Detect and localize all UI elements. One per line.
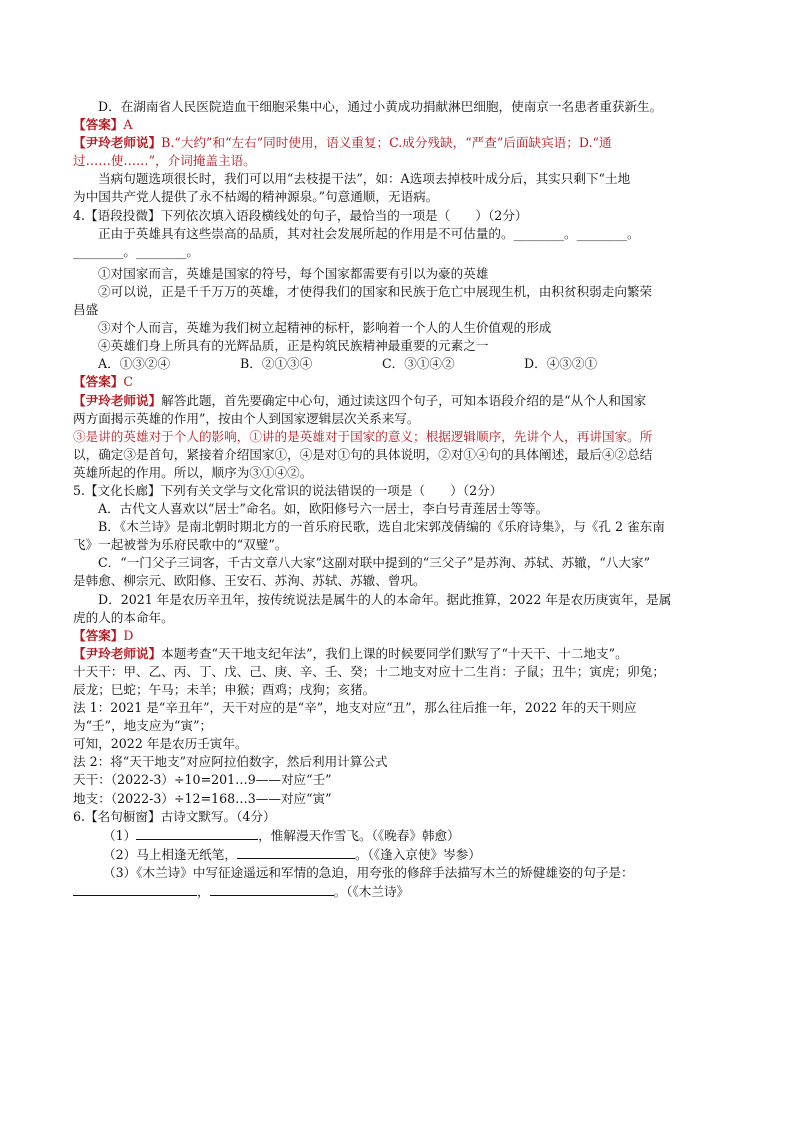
q5-explanation-2: 十天干：甲、乙、丙、丁、戊、己、庚、辛、壬、癸；十二地支对应十二生肖：子鼠；丑牛；寅虎；卯兔； <box>73 663 665 679</box>
q5-option-b1: B．《木兰诗》是南北朝时期北方的一首乐府民歌，选自北宋郭茂倩编的《乐府诗集》，与《孔 2 雀东南 <box>98 519 665 535</box>
answer-label: 【答案】 <box>73 374 124 390</box>
q4-option-c: C．③①④② <box>382 356 455 372</box>
answer-label: 【答案】 <box>73 627 124 643</box>
q6-item-1: （1） ，惟解漫天作雪飞。（《晚春》韩愈） <box>103 827 460 843</box>
answer-blank[interactable] <box>73 882 197 896</box>
q4-sentence-4: ④英雄们身上所具有的光辉品质，正是构筑民族精神最重要的元素之一 <box>98 338 489 354</box>
q4-sentence-1: ①对国家而言，英雄是国家的符号，每个国家都需要有引以为豪的英雄 <box>98 265 489 281</box>
q6-title: 6.【名句橱窗】古诗文默写。（4分） <box>73 808 276 824</box>
q5-explanation-1: 【尹玲老师说】本题考查“天干地支纪年法”，我们上课的时候要同学们默写了“十天干、十二地支”。 <box>73 645 628 661</box>
q4-sentence-2a: ②可以说，正是千千万万的英雄，才使得我们的国家和民族于危亡中展现生机，由积贫积弱走向繁荣 <box>98 283 653 299</box>
q5-title: 5.【文化长廊】下列有关文学与文化常识的说法错误的一项是（ ）（2分） <box>73 482 503 498</box>
q5-explanation-4: 法 1：2021 是“辛丑年”，天干对应的是“辛”，地支对应“丑”，那么往后推一年，2022 年的天干则应 <box>73 700 637 716</box>
q4-title: 4.【语段投微】下列依次填入语段横线处的句子，最恰当的一项是（ ）（2分） <box>73 207 528 223</box>
q4-explanation-1: 【尹玲老师说】解答此题，首先要确定中心句，通过读这四个句子，可知本语段介绍的是“从个人和国家 <box>73 392 647 408</box>
q4-explanation-3: ③是讲的英雄对于个人的影响，①讲的是英雄对于国家的意义；根据逻辑顺序，先讲个人，再讲国家。所 <box>73 428 653 444</box>
teacher-label: 【尹玲老师说】 <box>73 392 162 408</box>
answer-blank[interactable] <box>210 882 334 896</box>
exam-page <box>73 98 723 901</box>
q4-passage-2: ________。________。 <box>73 243 199 259</box>
q5-option-d1: D．2021 年是农历辛丑年，按传统说法是属牛的人的本命年。据此推算，2022 年是农历庚寅年，是属 <box>98 591 672 607</box>
q5-explanation-6: 可知，2022 年是农历壬寅年。 <box>73 736 248 752</box>
teacher-label: 【尹玲老师说】 <box>73 135 162 151</box>
answer-value: C <box>123 374 134 390</box>
q5-option-c1: C．“一门父子三词客，千古文章八大家”这副对联中提到的“三父子”是苏洵、苏轼、苏辙，“八大家” <box>98 555 651 571</box>
q5-answer <box>73 627 723 645</box>
q4-passage-1: 正由于英雄具有这些崇高的品质，其对社会发展所起的作用是不可估量的。________。________。 <box>98 225 640 241</box>
q4-sentence-2b: 昌盛 <box>73 302 99 318</box>
q6-item-3-blanks: ， 。（《木兰诗》 <box>73 882 723 901</box>
q4-option-d: D．④③②① <box>524 356 598 372</box>
q5-option-d2: 虎的人的本命年。 <box>73 609 174 625</box>
q4-options <box>73 355 723 373</box>
answer-blank[interactable] <box>237 845 355 859</box>
teacher-label: 【尹玲老师说】 <box>73 645 162 661</box>
q4-explanation-4: 以，确定③是首句，紧接着介绍国家①，④是对①句的具体说明，②对①④句的具体阐述，最后④②总结 <box>73 446 653 462</box>
q3-option-d: D．在湖南省人民医院造血干细胞采集中心，通过小黄成功捐献淋巴细胞，使南京一名患者重获新生。 <box>98 99 663 114</box>
q6-item-2: （2）马上相逢无纸笔， 。（《逢入京使》岑参） <box>103 846 481 862</box>
q3-explanation-1: 【尹玲老师说】B.“大约”和“左右”同时使用，语义重复；C.成分残缺，“严查”后面缺宾语；D.“通 <box>73 135 612 151</box>
q5-explanation-3: 辰龙；巳蛇；午马；未羊；申猴；酉鸡；戌狗；亥猪。 <box>73 682 376 697</box>
answer-blank[interactable] <box>136 826 258 840</box>
q5-explanation-7: 法 2：将“天干地支”对应阿拉伯数字，然后利用计算公式 <box>73 754 388 770</box>
q3-tip-1: 当病句题选项很长时，我们可以用“去枝提干法”，如：A选项去掉枝叶成分后，其实只剩下“土地 <box>98 171 631 187</box>
q4-option-a: A．①③②④ <box>98 356 171 372</box>
q3-explanation-2: 过……使……”，介词掩盖主语。 <box>73 153 256 169</box>
answer-value: A <box>123 117 133 133</box>
q4-option-b: B．②①③④ <box>240 356 313 372</box>
q6-item-3: （3）《木兰诗》中写征途遥远和军情的急迫，用夸张的修辞手法描写木兰的矫健雄姿的句子是： <box>103 864 634 880</box>
answer-label: 【答案】 <box>73 117 124 133</box>
answer-value: D <box>123 627 134 643</box>
q4-explanation-2: 两方面揭示英雄的作用”，按由个人到国家逻辑层次关系来写。 <box>73 410 420 426</box>
q3-answer <box>73 116 723 134</box>
q5-option-a: A．古代文人喜欢以“居士”命名。如，欧阳修号六一居士，李白号青莲居士等等。 <box>98 501 549 517</box>
q4-explanation-5: 英雄所起的作用。所以，顺序为③①④②。 <box>73 464 313 480</box>
q3-tip-2: 为中国共产党人提供了永不枯竭的精神源泉。”句意通顺，无语病。 <box>73 189 439 205</box>
q5-explanation-8: 天干：（2022-3）÷10=201…9——对应“壬” <box>73 772 332 788</box>
q5-explanation-9: 地支：（2022-3）÷12=168…3——对应“寅” <box>73 790 332 806</box>
q4-answer <box>73 373 723 391</box>
q5-option-c2: 是韩愈、柳宗元、欧阳修、王安石、苏洵、苏轼、苏辙、曾巩。 <box>73 573 426 589</box>
q5-explanation-5: 为“壬”，地支应为“寅”； <box>73 718 213 734</box>
q5-option-b2: 飞》一起被誉为乐府民歌中的“双璧”。 <box>73 537 288 553</box>
q4-sentence-3: ③对个人而言，英雄为我们树立起精神的标杆，影响着一个人的人生价值观的形成 <box>98 320 552 336</box>
